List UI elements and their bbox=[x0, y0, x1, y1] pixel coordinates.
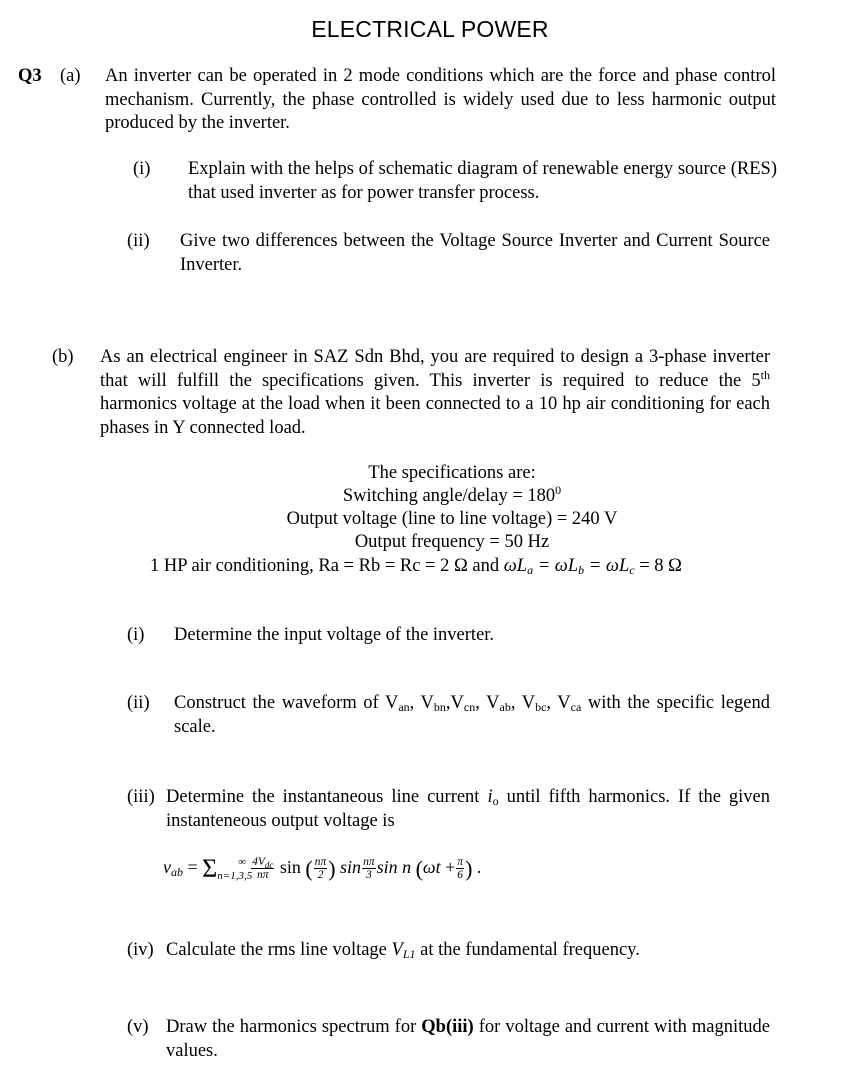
part-a-i-label: (i) bbox=[133, 159, 151, 179]
part-b-iii-label: (iii) bbox=[127, 787, 155, 807]
part-b-label: (b) bbox=[52, 347, 74, 367]
part-b-iii-text: Determine the instantaneous line current $i_o$ until fifth harmonics. If the given instanteneous output voltage is bbox=[166, 787, 770, 831]
part-a-text: An inverter can be operated in 2 mode conditions which are the force and phase control mechanism. Currently, the phase controlled is widely used due to less harmonic output produced by the inverter. bbox=[105, 66, 776, 133]
part-b-v-text: Draw the harmonics spectrum for Qb(iii) for voltage and current with magnitude values. bbox=[166, 1017, 770, 1061]
part-a-i-text: Explain with the helps of schematic diagram of renewable energy source (RES) that used inverter as for power transfer process. bbox=[188, 159, 777, 203]
part-a-label: (a) bbox=[60, 66, 81, 86]
output-voltage-equation: $v_{ab} = \Sigma_{n=1,3,5}^\infty$ $\frac{4V_{dc}}{n\pi}$ sin ( $\frac{n\pi}{2}$ ) sin $\frac{n\pi}{3}$ sin n (ωt + $\frac{\pi}{6}$ ) . bbox=[163, 853, 482, 883]
spec-load: 1 HP air conditioning, Ra = Rb = Rc = 2 Ω and $\omega L_a = \omega L_b = \omega L_c = 8$ Ω bbox=[150, 556, 682, 577]
part-b-text: As an electrical engineer in SAZ Sdn Bhd, you are required to design a 3-phase inverter that will fulfill the specifications given. This inverter is required to reduce the 5th harmonics voltage at the load when it been connected to a 10 hp air conditioning for each phases in Y connected load. bbox=[100, 347, 770, 438]
page-title: ELECTRICAL POWER bbox=[311, 16, 549, 42]
part-b-i-label: (i) bbox=[127, 625, 145, 645]
question-number: Q3 bbox=[18, 66, 42, 86]
spec-output-frequency: Output frequency = 50 Hz bbox=[354, 532, 550, 552]
part-b-i-text: Determine the input voltage of the inverter. bbox=[174, 625, 495, 645]
specs-heading: The specifications are: bbox=[368, 463, 536, 483]
part-a-ii-text: Give two differences between the Voltage Source Inverter and Current Source Inverter. bbox=[180, 231, 770, 275]
part-b-iv-label: (iv) bbox=[127, 940, 154, 960]
part-b-ii-text: Construct the waveform of $V_{an}$, $V_{bn},V_{cn}$, $V_{ab}$, $V_{bc}$, $V_{ca}$ with the specific legend scale. bbox=[174, 693, 771, 737]
spec-switching-angle: Switching angle/delay = $180^0$ bbox=[342, 483, 562, 506]
part-b-ii-label: (ii) bbox=[127, 693, 150, 713]
spec-output-voltage: Output voltage (line to line voltage) = 240 V bbox=[286, 509, 618, 529]
part-b-iv-text: Calculate the rms line voltage $V_{L1}$ at the fundamental frequency. bbox=[166, 940, 640, 961]
part-b-v-label: (v) bbox=[127, 1017, 149, 1037]
part-a-ii-label: (ii) bbox=[127, 231, 150, 251]
